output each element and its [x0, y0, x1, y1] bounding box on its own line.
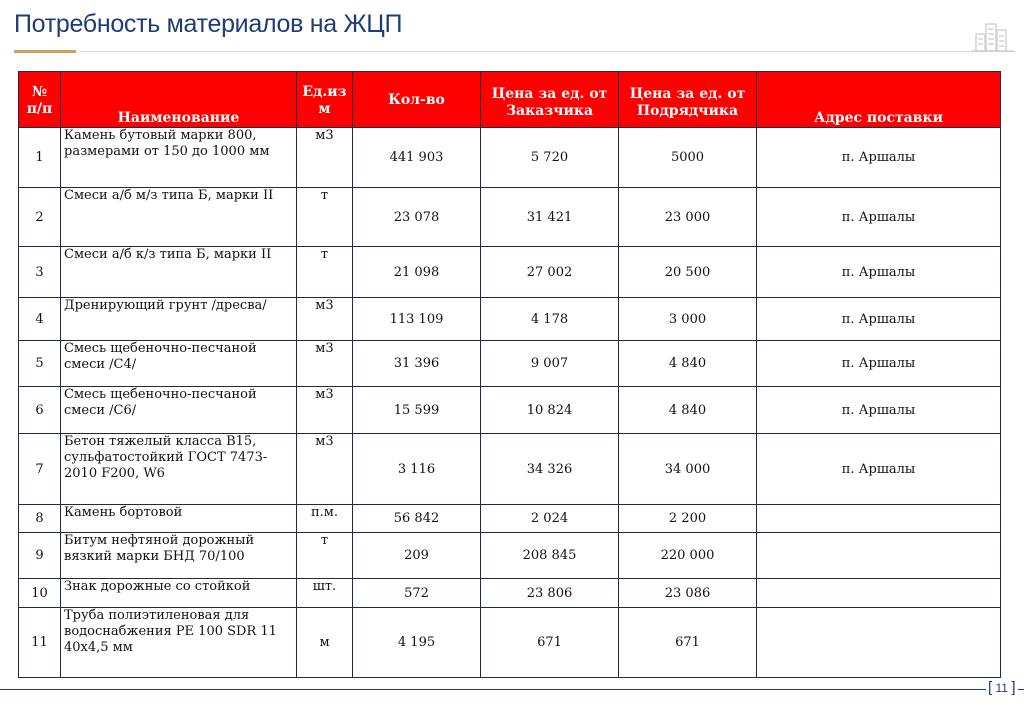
cell-qty: 441 903	[353, 128, 481, 188]
cell-address: п. Аршалы	[757, 434, 1001, 505]
cell-qty: 113 109	[353, 298, 481, 341]
cell-price-contractor: 4 840	[619, 387, 757, 434]
header-price-contractor: Цена за ед. от Подрядчика	[619, 72, 757, 128]
cell-name: Смесь щебеночно-песчаной смеси /С4/	[61, 341, 297, 387]
cell-unit: т	[297, 247, 353, 298]
cell-num: 6	[19, 387, 61, 434]
cell-price-customer: 9 007	[481, 341, 619, 387]
table-row	[19, 434, 1001, 505]
cell-address	[757, 579, 1001, 608]
cell-price-contractor: 5000	[619, 128, 757, 188]
cell-address: п. Аршалы	[757, 387, 1001, 434]
cell-num: 4	[19, 298, 61, 341]
cell-price-contractor: 671	[619, 608, 757, 678]
table-row	[19, 533, 1001, 579]
cell-num: 11	[19, 608, 61, 678]
cell-price-customer: 27 002	[481, 247, 619, 298]
cell-qty: 15 599	[353, 387, 481, 434]
cell-unit: т	[297, 533, 353, 579]
cell-address: п. Аршалы	[757, 298, 1001, 341]
cell-name: Бетон тяжелый класса В15, сульфатостойкий ГОСТ 7473-2010 F200, W6	[61, 434, 297, 505]
cell-num: 10	[19, 579, 61, 608]
cell-qty: 56 842	[353, 505, 481, 533]
cell-address: п. Аршалы	[757, 341, 1001, 387]
header-address: Адрес поставки	[757, 72, 1001, 128]
cell-name: Смеси а/б м/з типа Б, марки II	[61, 188, 297, 247]
table-row	[19, 579, 1001, 608]
table-row	[19, 298, 1001, 341]
table-row	[19, 341, 1001, 387]
page-number	[986, 679, 1018, 696]
cell-price-contractor: 23 086	[619, 579, 757, 608]
table-header-row	[19, 72, 1001, 128]
table-row	[19, 505, 1001, 533]
cell-num: 2	[19, 188, 61, 247]
cell-name: Дренирующий грунт /дресва/	[61, 298, 297, 341]
cell-price-contractor: 2 200	[619, 505, 757, 533]
cell-price-customer: 4 178	[481, 298, 619, 341]
cell-address: п. Аршалы	[757, 188, 1001, 247]
cell-unit: т	[297, 188, 353, 247]
cell-num: 1	[19, 128, 61, 188]
cell-address: п. Аршалы	[757, 247, 1001, 298]
table-row	[19, 128, 1001, 188]
table-row	[19, 608, 1001, 678]
cell-price-contractor: 4 840	[619, 341, 757, 387]
cell-unit: м3	[297, 128, 353, 188]
cell-num: 7	[19, 434, 61, 505]
cell-price-customer: 31 421	[481, 188, 619, 247]
cell-name: Смесь щебеночно-песчаной смеси /С6/	[61, 387, 297, 434]
header-divider	[80, 51, 1016, 52]
cell-unit: шт.	[297, 579, 353, 608]
table-row	[19, 387, 1001, 434]
cell-unit: м3	[297, 341, 353, 387]
header-price-customer: Цена за ед. от Заказчика	[481, 72, 619, 128]
cell-address	[757, 533, 1001, 579]
cell-qty: 3 116	[353, 434, 481, 505]
cell-name: Смеси а/б к/з типа Б, марки II	[61, 247, 297, 298]
cell-name: Знак дорожные со стойкой	[61, 579, 297, 608]
cell-price-contractor: 34 000	[619, 434, 757, 505]
cell-unit: м3	[297, 387, 353, 434]
cell-qty: 572	[353, 579, 481, 608]
cell-price-contractor: 220 000	[619, 533, 757, 579]
cell-price-customer: 34 326	[481, 434, 619, 505]
cell-unit: м3	[297, 298, 353, 341]
cell-price-customer: 5 720	[481, 128, 619, 188]
cell-address: п. Аршалы	[757, 128, 1001, 188]
cell-num: 5	[19, 341, 61, 387]
cell-qty: 4 195	[353, 608, 481, 678]
bracket-right-icon: ]	[1011, 679, 1016, 696]
header-name: Наименование	[61, 72, 297, 128]
cell-unit: м3	[297, 434, 353, 505]
title-underline	[14, 50, 76, 53]
cell-num: 8	[19, 505, 61, 533]
cell-price-contractor: 3 000	[619, 298, 757, 341]
cell-price-contractor: 20 500	[619, 247, 757, 298]
header-unit: Ед.из м	[297, 72, 353, 128]
cell-name: Камень бутовый марки 800, размерами от 150 до 1000 мм	[61, 128, 297, 188]
cell-qty: 23 078	[353, 188, 481, 247]
header-qty: Кол-во	[353, 72, 481, 128]
cell-price-customer: 10 824	[481, 387, 619, 434]
cell-name: Камень бортовой	[61, 505, 297, 533]
cell-price-customer: 2 024	[481, 505, 619, 533]
bracket-left-icon: [	[988, 679, 993, 696]
buildings-logo-icon	[972, 18, 1014, 52]
materials-table	[18, 71, 1001, 678]
cell-num: 9	[19, 533, 61, 579]
page-title: Потребность материалов на ЖЦП	[14, 10, 403, 38]
cell-price-customer: 23 806	[481, 579, 619, 608]
cell-price-customer: 208 845	[481, 533, 619, 579]
cell-num: 3	[19, 247, 61, 298]
cell-price-customer: 671	[481, 608, 619, 678]
cell-price-contractor: 23 000	[619, 188, 757, 247]
cell-qty: 21 098	[353, 247, 481, 298]
cell-name: Труба полиэтиленовая для водоснабжения PE 100 SDR 11 40х4,5 мм	[61, 608, 297, 678]
cell-qty: 31 396	[353, 341, 481, 387]
cell-unit: м	[297, 608, 353, 678]
cell-qty: 209	[353, 533, 481, 579]
cell-unit: п.м.	[297, 505, 353, 533]
table-row	[19, 247, 1001, 298]
cell-address	[757, 608, 1001, 678]
page-number-value: 11	[995, 681, 1008, 695]
table-row	[19, 188, 1001, 247]
cell-name: Битум нефтяной дорожный вязкий марки БНД 70/100	[61, 533, 297, 579]
footer-divider	[0, 689, 1024, 690]
header-num: № п/п	[19, 72, 61, 128]
cell-address	[757, 505, 1001, 533]
